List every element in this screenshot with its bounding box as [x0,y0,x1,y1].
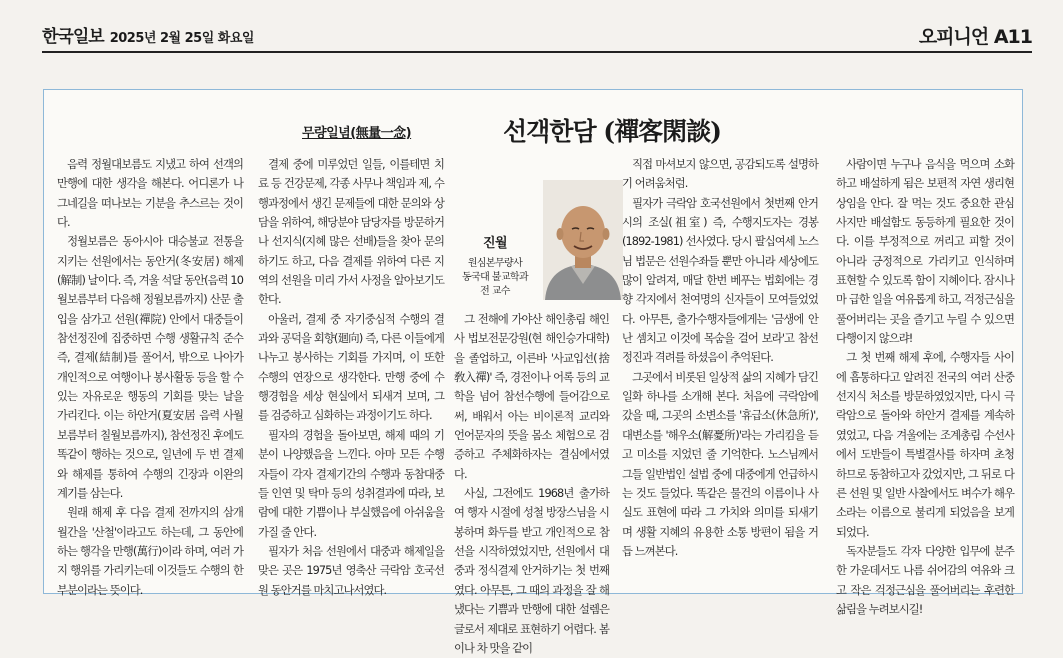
paper-name: 한국일보 [42,27,104,47]
paragraph: 결제 중에 미루었던 일들, 이를테면 치료 등 건강문제, 각종 사무나 책임과 제, 수행과정에서 생긴 문제들에 대한 문의와 상담을 위하여, 해당분야 담당자를 방문하거나 선지식(지혜 많은 선배)들을 찾아 문의하기도 하고, 다음 결제를 위하여 다른 지역의 선원을 미리 가서 사정을 알아보기도 한다. [258,158,444,307]
paragraph: 필자가 극락암 호국선원에서 첫번째 안거시의 조실(祖室) 즉, 수행지도자는 경봉(1892-1981) 선사였다. 당시 팔십여세 노스님 법문은 선원수좌들 뿐만 아니라 세상에도 많이 알려져, 매달 한번 베푸는 법회에는 경향 각지에서 천여명의 신자들이 모여들었었다. 아무튼, 출가수행자들에게는 '금생에 안 난 셈치고 이것에 목숨을 걸어 보라'고 참선정진과 격려를 하셨음이 추억된다. [622,196,818,365]
author-portrait-icon [543,180,623,300]
paragraph: 정월보름은 동아시아 대승불교 전통을 지키는 선원에서는 동안거(冬安居) 해제(解制) 날이다. 즉, 겨울 석달 동안(음력 10월보름부터 다음해 정월보름까지) 산문 출입을 삼가고 선원(禪院) 안에서 대중들이 참선정진에 집중하면 수행 생활규칙 준수 즉, 결제(結制)를 풀어서, 밖으로 나아가 개인적으로 여행이나 봉사활동 등을 할 수 있는 자유로운 행동의 기회를 맞는 날을 가리킨다. 이는 하안거(夏安居 음력 사월보름부터 칠월보름까지), 참선정진 후에도 똑같이 행하는 것으로, 일년에 두 번 결제와 해제를 통하여 수행의 긴장과 이완의 계기를 삼는다. [57,235,243,500]
section-page-label: 오피니언 A11 [918,26,1032,48]
article-column-1 [57,155,243,600]
paragraph: 사람이면 누구나 음식을 먹으며 소화하고 배설하게 됨은 보편적 자연 생리현상임을 안다. 잘 먹는 것도 중요한 관심사지만 배설함도 동등하게 필요한 것이다. 이를 부정적으로 꺼리고 피할 것이 아니라 긍정적으로 가리키고 인식하며 표현할 수 있도록 함이 지혜이다. 잠시나마 급한 일을 여유롭게 하고, 걱정근심을 풀어버리는 곳을 즐기고 누릴 수 있으면 다행이지 않으랴! [836,158,1014,346]
paragraph: 직접 마셔보지 않으면, 공감되도록 설명하기 어려움처럼. [622,158,818,191]
paragraph: 사실, 그전에도 1968년 출가하여 행자 시절에 성철 방장스님을 시봉하며 화두를 받고 개인적으로 참선을 시작하였었지만, 선원에서 대중과 정식결제 안거하기는 첫 번째였다. 아무튼, 그 때의 과정을 잘 해냈다는 기쁨과 만행에 대한 설렘은 글로서 제대로 표현하기 어렵다. 봄이나 차 맛을 같이 [454,487,609,655]
author-name: 진월 [482,236,508,251]
author-affiliation: 원심본무량사 [467,258,523,269]
author-byline [455,232,535,299]
article-column-2 [258,155,444,600]
article-column-3 [454,310,609,658]
masthead-rule [42,51,1032,53]
paragraph: 필자가 처음 선원에서 대중과 해제일을 맞은 곳은 1975년 영축산 극락암 호국선원 동안거를 마치고나서였다. [258,544,444,597]
masthead [42,22,1032,50]
paragraph: 그곳에서 비롯된 일상적 삶의 지혜가 담긴 일화 하나를 소개해 본다. 처음에 극락암에 갔을 때, 그곳의 소변소를 '휴급소(休急所)', 대변소를 '해우소(解憂所)'라는 가리킴을 듣고 미소를 지었던 줄 기억한다. 노스님께서 그들 일반법인 설법 중에 대중에게 언급하시는 것도 들었다. 똑같은 물건의 이름이나 사실도 표현에 따라 그 가치와 의미를 되새기며 생활 지혜의 유용한 소통 방편이 됨을 거듭 느껴본다. [622,370,818,558]
author-title: 전 교수 [480,286,510,297]
paragraph: 그 첫 번째 해제 후에, 수행자들 사이에 흠통하다고 알려진 전국의 여러 산중 선지식 처소를 방문하였었지만, 다시 극락암으로 돌아와 하안거 결제를 계속하였었고, 다음 겨울에는 조계총림 수선사에서 도반들이 특별결사를 하자며 초청하므로 동참하고자 갔었지만, 그 뒤로 다른 선원 및 일반 사찰에서도 벼수가 해우소라는 이름으로 불리게 되었음을 보게 되었다. [836,351,1014,539]
article-column-4 [622,155,818,561]
author-department: 동국대 불교학과 [462,272,528,283]
paragraph: 독자분들도 각자 다양한 입무에 분주한 가운데서도 나름 쉬어감의 여유와 크고 작은 걱정근심을 풀어버리는 후련한 삶림을 누려보시길! [836,544,1014,616]
author-photo [543,180,623,300]
article-title: 선객한담 (禪客閑談) [503,117,721,146]
paragraph: 원래 해제 후 다음 결제 전까지의 삼개월간을 '산철'이라고도 하는데, 그 동안에 하는 행각을 만행(萬行)이라 하며, 여러 가지 행위를 가리키는데 이것들도 수행의 한 부분이라는 뜻이다. [57,506,243,597]
paper-date: 2025년 2월 25일 화요일 [109,31,254,46]
paragraph: 필자의 경험을 돌아보면, 해제 때의 기분이 나양했음을 느낀다. 아마 모든 수행자들이 각자 결제기간의 수행과 동참대중들 인연 및 탁마 등의 성취결과에 따라, 보람에 대한 기쁨이나 부실했음에 아쉬움을 가질 줄 안다. [258,428,444,539]
paragraph: 그 전해에 가야산 해인총림 해인사 법보전문강원(현 해인승가대학)을 졸업하고, 이른바 '사교입선(捨敎入禪)' 즉, 경전이나 어록 등의 교학을 넘어 참선수행에 들어감으로써, 배워서 아는 비이론적 교리와 언어문자의 뜻을 몸소 체험으로 검증하고 주체화하자는 결심에서였다. [454,313,609,481]
article-column-5 [836,155,1014,619]
paragraph: 음력 정월대보름도 지냈고 하여 선객의 만행에 대한 생각을 해본다. 어디론가 나그네길을 떠나보는 기분을 추스르는 것이다. [57,158,243,230]
column-series-name: 무량일념(無量一念) [302,126,412,141]
paragraph: 아울러, 결제 중 자기중심적 수행의 결과와 공덕을 회향(廻向) 즉, 다른 이들에게 나누고 봉사하는 기회를 가지며, 이 또한 수행의 연장으로 생각한다. 만행 중에 수행경험을 세상 현실에서 되새겨 보며, 그를 검증하고 심화하는 과정이기도 하다. [258,312,444,423]
